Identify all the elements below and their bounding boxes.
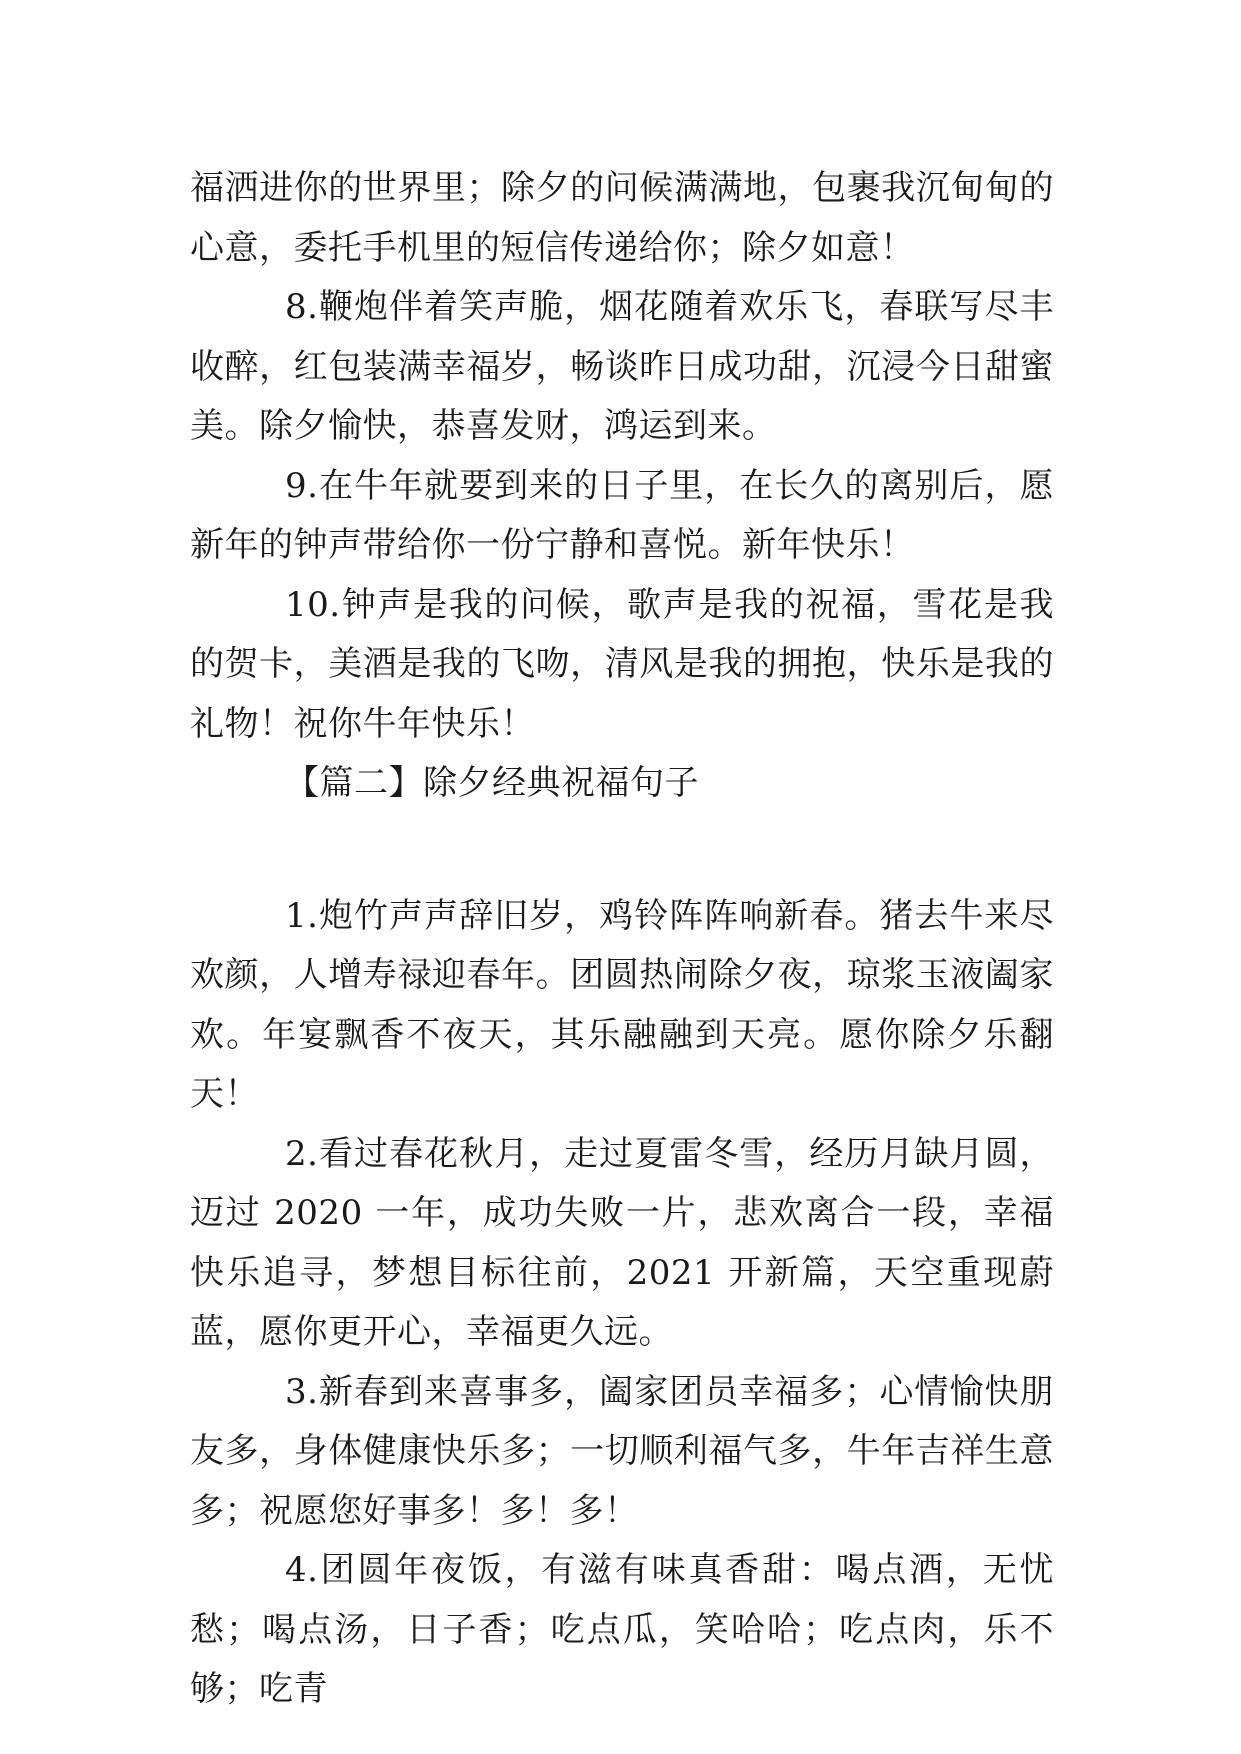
list-item: 3.新春到来喜事多，阖家团员幸福多；心情愉快朋友多，身体健康快乐多；一切顺利福气多，牛年吉祥生意多；祝愿您好事多！多！多！ — [190, 1371, 1054, 1531]
continuation-paragraph: 福洒进你的世界里；除夕的问候满满地，包裹我沉甸甸的心意，委托手机里的短信传递给你；除夕如意！ — [190, 168, 1054, 268]
list-item: 1.炮竹声声辞旧岁，鸡铃阵阵响新春。猪去牛来尽欢颜，人增寿禄迎春年。团圆热闹除夕夜，琼浆玉液阖家欢。年宴飘香不夜天，其乐融融到天亮。愿你除夕乐翻天！ — [190, 895, 1054, 1114]
list-item: 10.钟声是我的问候，歌声是我的祝福，雪花是我的贺卡，美酒是我的飞吻，清风是我的拥抱，快乐是我的礼物！祝你牛年快乐！ — [190, 584, 1054, 744]
list-item: 9.在牛年就要到来的日子里，在长久的离别后，愿新年的钟声带给你一份宁静和喜悦。新年快乐！ — [190, 465, 1054, 565]
section-heading: 【篇二】除夕经典祝福句子 — [285, 763, 699, 803]
list-item: 4.团圆年夜饭，有滋有味真香甜：喝点酒，无忧愁；喝点汤，日子香；吃点瓜，笑哈哈；吃点肉，乐不够；吃青 — [190, 1550, 1054, 1709]
list-item: 2.看过春花秋月，走过夏雷冬雪，经历月缺月圆，迈过 2020 一年，成功失败一片，悲欢离合一段，幸福快乐追寻，梦想目标往前，2021 开新篇，天空重现蔚蓝，愿你更开心，幸福更久远。 — [190, 1133, 1054, 1352]
document-body — [190, 159, 1054, 1720]
list-item: 8.鞭炮伴着笑声脆，烟花随着欢乐飞，春联写尽丰收醉，红包装满幸福岁，畅谈昨日成功甜，沉浸今日甜蜜美。除夕愉快，恭喜发财，鸿运到来。 — [190, 287, 1054, 446]
section-spacer — [190, 814, 1054, 887]
